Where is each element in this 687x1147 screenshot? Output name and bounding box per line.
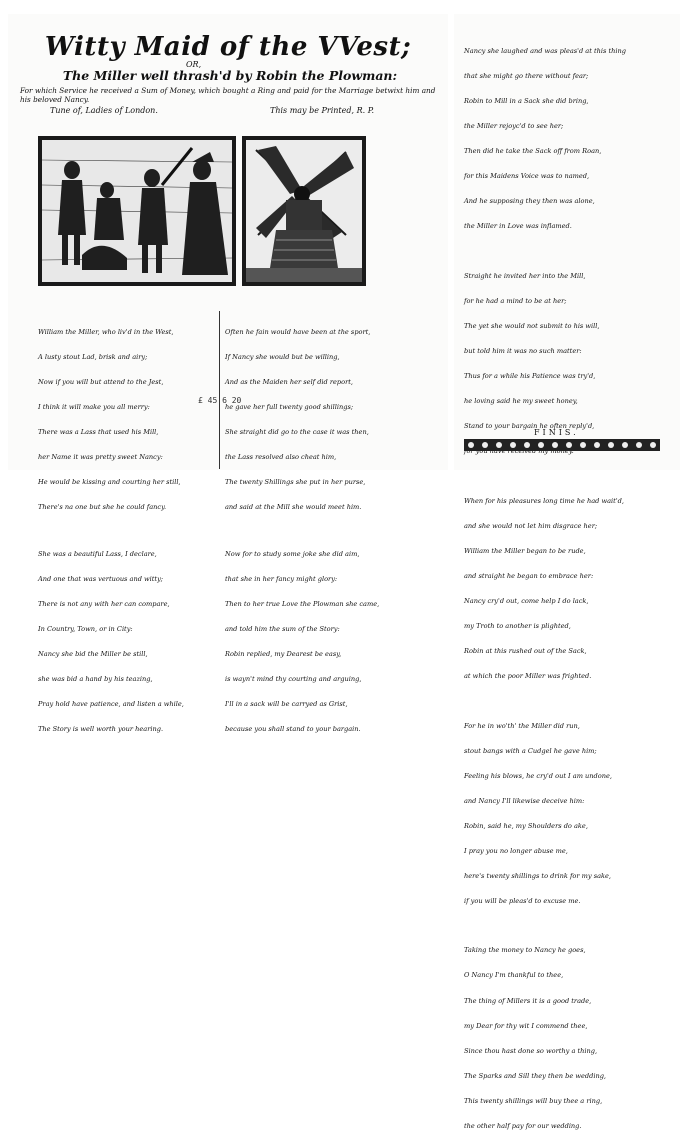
verse-line: This twenty shillings will buy thee a ring, — [464, 1096, 603, 1105]
verse-line: She was a beautiful Lass, I declare, — [38, 549, 157, 558]
verse-line: Straight he invited her into the Mill, — [464, 271, 586, 280]
margin-annotation: £ 45 6 20 — [198, 396, 242, 405]
verse-line: the Lass resolved also cheat him, — [225, 452, 337, 461]
verse-column-right — [464, 30, 674, 1147]
licence-line: This may be Printed, R. P. — [270, 106, 374, 115]
verse-line: for this Maidens Voice was to named, — [464, 171, 590, 180]
verse-line: and said at the Mill she would meet him. — [225, 502, 362, 511]
verse-line: She straight did go to the case it was then, — [225, 427, 369, 436]
ornamental-border — [464, 436, 660, 448]
verse-column-middle — [225, 311, 401, 750]
verse-line: If Nancy she would but be willing, — [225, 352, 340, 361]
verse-line: There is not any with her can compare, — [38, 599, 170, 608]
verse-line: Nancy she laughed and was pleas'd at this thing — [464, 46, 626, 55]
right-page — [454, 14, 680, 1130]
verse-line: he gave her full twenty good shillings; — [225, 402, 354, 411]
verse-line: and Nancy I'll likewise deceive him: — [464, 796, 585, 805]
ballad-description: For which Service he received a Sum of Money, which bought a Ring and paid for the Marriage betwixt him and his beloved Nancy. — [20, 86, 436, 104]
finis-mark: FINIS. — [534, 428, 579, 437]
woodcut-windmill — [242, 136, 366, 286]
verse-line: and straight he began to embrace her: — [464, 571, 594, 580]
ballad-title: Witty Maid of the VVest; — [44, 32, 412, 62]
verse-line: that she in her fancy might glory: — [225, 574, 338, 583]
verse-column-left — [38, 311, 216, 750]
verse-line: There's na one but she he could fancy. — [38, 502, 167, 511]
verse-line: And he supposing they then was alone, — [464, 196, 595, 205]
verse-line: her Name it was pretty sweet Nancy: — [38, 452, 163, 461]
verse-line: if you will be pleas'd to excuse me. — [464, 896, 581, 905]
verse-line: And as the Maiden her self did report, — [225, 377, 354, 386]
verse-line: O Nancy I'm thankful to thee, — [464, 971, 564, 980]
left-page — [8, 14, 448, 733]
verse-line: Stand to your bargain he often reply'd, — [464, 421, 595, 430]
verse-line: The Sparks and Sill they then be wedding, — [464, 1071, 607, 1080]
verse-line: and told him the sum of the Story: — [225, 624, 340, 633]
verse-line: William the Miller began to be rude, — [464, 546, 586, 555]
verse-line: I pray you no longer abuse me, — [464, 846, 568, 855]
verse-line: and she would not let him disgrace her; — [464, 521, 598, 530]
verse-line: for he had a mind to be at her; — [464, 296, 567, 305]
verse-line: In Country, Town, or in City: — [38, 624, 133, 633]
verse-line: The yet she would not submit to his will, — [464, 321, 600, 330]
verse-line: Then did he take the Sack off from Roan, — [464, 146, 602, 155]
verse-line: the Miller in Love was inflamed. — [464, 221, 572, 230]
verse-line: stout bangs with a Cudgel he gave him; — [464, 746, 597, 755]
verse-line: Then to her true Love the Plowman she came, — [225, 599, 380, 608]
verse-line: I'll in a sack will be carryed as Grist, — [225, 699, 348, 708]
verse-line: Feeling his blows, he cry'd out I am undone, — [464, 771, 612, 780]
verse-line: Nancy she bid the Miller be still, — [38, 649, 148, 658]
verse-line: Thus for a while his Patience was try'd, — [464, 371, 596, 380]
verse-line: Robin replied, my Dearest be easy, — [225, 649, 342, 658]
or-connector: OR, — [186, 60, 202, 69]
verse-line: is wayn't mind thy courting and arguing, — [225, 674, 362, 683]
verse-line: my Dear for thy wit I commend thee, — [464, 1021, 588, 1030]
verse-line: He would be kissing and courting her still, — [38, 477, 181, 486]
verse-line: Since thou hast done so worthy a thing, — [464, 1046, 598, 1055]
verse-line: my Troth to another is plighted, — [464, 621, 571, 630]
verse-line: but told him it was no such matter: — [464, 346, 582, 355]
verse-line: the other half pay for our wedding. — [464, 1121, 582, 1130]
verse-line: here's twenty shillings to drink for my sake, — [464, 871, 611, 880]
verse-line: Robin, said he, my Shoulders do ake, — [464, 821, 588, 830]
verse-line: The Story is well worth your hearing. — [38, 724, 164, 733]
verse-line: The thing of Millers it is a good trade, — [464, 996, 592, 1005]
verse-line: she was bid a hand by his teazing, — [38, 674, 153, 683]
woodcut-figures — [38, 136, 236, 286]
verse-line: the Miller rejoyc'd to see her; — [464, 121, 564, 130]
column-divider — [219, 311, 220, 469]
verse-line: that she might go there without fear; — [464, 71, 589, 80]
verse-line: Taking the money to Nancy he goes, — [464, 946, 586, 955]
verse-line: William the Miller, who liv'd in the West, — [38, 327, 174, 336]
verse-line: Now for to study some joke she did aim, — [225, 549, 360, 558]
verse-line: at which the poor Miller was frighted. — [464, 671, 592, 680]
tune-line: Tune of, Ladies of London. — [50, 106, 158, 115]
verse-line: Robin at this rushed out of the Sack, — [464, 646, 587, 655]
verse-line: And one that was vertuous and witty; — [38, 574, 164, 583]
verse-line: The twenty Shillings she put in her purse, — [225, 477, 366, 486]
verse-line: Robin to Mill in a Sack she did bring, — [464, 96, 589, 105]
verse-line: Now if you will but attend to the Jest, — [38, 377, 164, 386]
verse-line: There was a Lass that used his Mill, — [38, 427, 159, 436]
verse-line: Pray hold have patience, and listen a while, — [38, 699, 184, 708]
verse-line: because you shall stand to your bargain. — [225, 724, 361, 733]
verse-line: Nancy cry'd out, come help I do lack, — [464, 596, 589, 605]
verse-line: For he in wo'th' the Miller did run, — [464, 721, 580, 730]
verse-line: A lusty stout Lad, brisk and airy; — [38, 352, 148, 361]
ballad-subtitle: The Miller well thrash'd by Robin the Plowman: — [62, 68, 398, 83]
verse-line: I think it will make you all merry: — [38, 402, 150, 411]
verse-line: Often he fain would have been at the sport, — [225, 327, 371, 336]
verse-line: When for his pleasures long time he had wait'd, — [464, 496, 624, 505]
verse-line: he loving said he my sweet honey, — [464, 396, 578, 405]
